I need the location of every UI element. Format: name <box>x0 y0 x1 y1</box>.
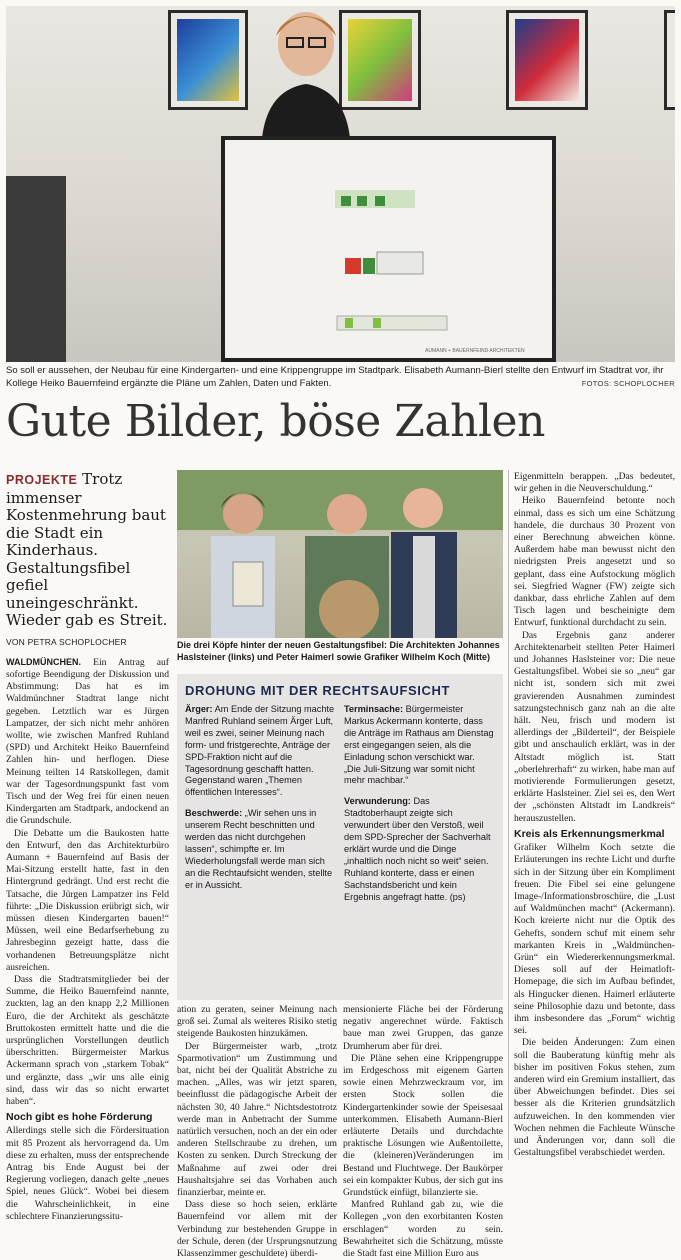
top-photo-caption <box>6 364 675 390</box>
info-box-left <box>185 704 335 901</box>
paragraph: Grafiker Wilhelm Koch setzte die Erläuterungen ins rechte Licht und durfte sich in der Sitzung über ein Kompliment freuen. Die Fibel sei eine gelungene Image-/Informationsbroschüre, die „Lust auf Waldmünchen macht“ (Ackermann). Koch kreierte nicht nur die Optik des Gehefts, sondern schuf mit einem sehr markanten Kreis in „Waldmünchen-Grün“ ein Wiedererkennungsmerkmal. Dieses soll auf der Heimatloft-Homepage, die sich im Aufbau befindet, als Hingucker dienen. Haimerl erläuterte seine Philosophie dazu und betonte, dass ihm insbesondere das „Forum“ wichtig sei. <box>514 842 675 1037</box>
photo-credit: FOTOS: SCHOPLOCHER <box>581 379 675 388</box>
info-box-right <box>344 704 494 913</box>
architecture-board <box>221 136 556 362</box>
paragraph: Die Pläne sehen eine Krippengruppe im Erdgeschoss mit eigenem Garten sowie einen Mehrzweckraum vor, im ersten Stock sollen die Kindergartenkinder sowie der Speisesaal unterkommen. Elisabeth Aumann-Bierl erläuterte Details und durchdachte praktische Lösungen wie Außentoilette, die (kleineren)Veränderungen im Bestand und Fluchtwege. Der Baukörper sei ein kompakter Kubus, der sich gut ins Grundstück einfügt, bilanzierte sie. <box>343 1052 503 1199</box>
middle-photo-caption: Die drei Köpfe hinter der neuen Gestaltungsfibel: Die Architekten Johannes Haslsteiner (links) und Peter Haimerl sowie Grafiker Wilhelm Koch (Mitte) <box>177 640 500 662</box>
subhead: Kreis als Erkennungsmerkmal <box>514 827 665 840</box>
column-2 <box>177 1004 337 1260</box>
paragraph: Dass diese so hoch seien, erklärte Bauernfeind vor allem mit der Verbindung zur bestehenden Gruppe in der Schule, deren (der Ursprungsnutzung Klassenzimmer geschuldete) überdi- <box>177 1199 337 1260</box>
headline: Gute Bilder, böse Zahlen <box>6 396 545 447</box>
column-3 <box>343 1004 503 1260</box>
info-item: Ärger: Am Ende der Sitzung machte Manfred Ruhland seinem Ärger Luft, weil es zwei, seiner Meinung nach form- und fristgerechte, Anträge der SPD-Fraktion nicht auf die Tagesordnung geschafft hatten. Gegenstand waren „Themen öffentlichen Interesses“. <box>185 704 335 798</box>
paragraph: Dass die Stadtratsmitglieder bei der Summe, die Heiko Bauernfeind nannte, zuckten, lag an den knapp 2,2 Millionen Euro, die der Architekt als geschätzte Bruttokosten ermittelt hatte und die die ursprünglichen Vorstellungen deutlich überschritten. Bürgermeister Markus Ackermann sprach von „starkem Tobak“ und ergänzte, dass „wir uns alle einig sind, dass wir das so nicht erwartet haben“. <box>6 973 169 1108</box>
lead-text: Trotz immenser Kostenmehrung baut die Stadt ein Kinderhaus. Gestaltungsfibel gefiel uneingeschränkt. Wieder gab es Streit. <box>6 470 168 629</box>
paragraph: WALDMÜNCHEN. Ein Antrag auf sofortige Beendigung der Diskussion und Abstimmung: Das hat es im Waldmünchner Stadtrat lange nicht gegeben. Letztlich war es Jürgen Lampatzer, der sich nicht mehr anhören wollte, wie zwischen Manfred Ruhland (SPD) und Architekt Heiko Bauernfeind Zahlen hin- und herflogen. Diese Meinung teilten 14 Ratskollegen, damit war der Tagesordnungspunkt fast vom Tisch und der Weg frei für einen neuen Kindergarten am Stadtpark, andockend an die Grundschule. <box>6 656 169 827</box>
middle-photo <box>177 470 503 638</box>
kicker: PROJEKTE <box>6 473 78 487</box>
paragraph: Der Bürgermeister warb, „trotz Sparmotivation“ um Zustimmung und bat, nicht bei der Qualität Abstriche zu machen. „Alles, was wir jetzt sparen, beeinflusst die pädagogische Arbeit der nächsten 30, 40 Jahre.“ Nichtsdestotrotz werde man in Anbetracht der Summe natürlich versuchen, noch an der ein oder anderen Stellschraube zu drehen, um Kosten zu senken. Durch Streckung der Maßnahme auf zwei oder drei Haushaltsjahre sei das Vorhaben auch finanzierbar, meinte er. <box>177 1040 337 1199</box>
presenter-figure <box>221 6 391 156</box>
column-1 <box>6 471 169 1223</box>
paragraph: Allerdings stelle sich die Fördersituation mit 85 Prozent als hervorragend da. Um diese zu erhalten, muss der entsprechende Antrag bis Ende August bei der Regierung vorliegen, danach gelte „neues Spiel, neues Glück“. Wobei bei diesem die Wahrscheinlichkeit, in eine schlechtere Finanzierungssitu- <box>6 1125 169 1222</box>
info-item: Terminsache: Bürgermeister Markus Ackermann konterte, dass die Anträge im Rathaus am Dienstag erst eingegangen seien, als die Einladung schon verschickt war. „Die Juli-Sitzung war somit nicht mehr machbar.“ <box>344 704 494 786</box>
info-box <box>177 674 503 1000</box>
subhead: Noch gibt es hohe Förderung <box>6 1111 153 1124</box>
paragraph: Die beiden Änderungen: Zum einen soll die Bauberatung künftig mehr als bisher im positiven Fokus stehen, zum anderen wird ein Gremium installiert, das über Abweichungen befindet. Dies sei besser als die Kriterien grundsätzlich aufzuweichen. In den kommenden vier Wochen nehmen die Fachleute Wünsche und Änderungen vor, dann soll die Gestaltungsfibel verabschiedet werden. <box>514 1037 675 1159</box>
shelf <box>6 176 66 362</box>
info-item: Verwunderung: Das Stadtoberhaupt zeigte sich verwundert über den Verstoß, weil dem SPD-Sprecher der Sachverhalt erklärt wurde und die Dinge „inhaltlich noch nicht so weit“ seien. Ruhland konterte, dass er einen Sachstandsbericht und kein Ergebnis angefragt hatte. (ps) <box>344 796 491 902</box>
paragraph: Das Ergebnis ganz anderer Architektenarbeit stellten Peter Haimerl und Johannes Haslsteiner vor: Die neue Gestaltungsfibel. Wobei sie so „neu“ gar nicht ist, sondern sich mit zwei gravierenden Ausnahmen zumindest satzungstechnisch ganz nah an die alte hält. Neu, frisch und modern ist allerdings der „Bilderteil“, der Beispiele gibt und anschaulich erklärt, was in der Altstadt möglich ist. Statt „oberlehrerhaft“ zu wirken, habe man auf motivierende Formulierungen gesetzt, erklärte Haslsteiner. Ziel sei es, den Wert der „schönsten Altstadt im Landkreis“ herauszustellen. <box>514 629 675 824</box>
column-divider <box>508 470 509 1160</box>
column-4 <box>514 471 675 1159</box>
info-item: Beschwerde: „Wir sehen uns in unserem Recht beschnitten und werden das nicht durchgehen lassen“, schimpfte er. Im Wiederholungsfall werde man sich an die Rechtaufsicht wenden, stellte er in Aussicht. <box>185 808 333 890</box>
paragraph: Eigenmitteln berappen. „Das bedeutet, wir gehen in die Neuverschuldung.“ <box>514 471 675 495</box>
paragraph: mensionierte Fläche bei der Förderung negativ angerechnet würde. Faktisch baue man zwei Gruppen, das ganze Drumherum aber für drei. <box>343 1004 503 1052</box>
board-label: AUMANN + BAUERNFEIND ARCHITEKTEN <box>425 348 525 354</box>
paragraph: ation zu geraten, seiner Meinung nach groß sei. Zumal als weiteres Risiko stetig steigende Baukosten hinzukämen. <box>177 1004 337 1040</box>
lead <box>6 471 169 630</box>
paragraph: Die Debatte um die Baukosten hatte den Entwurf, den das Architekturbüro Aumann + Bauernfeind auf Basis der Mai-Sitzung erstellt hatte, fast in den Hintergrund gedrängt. Und erst recht die Tatsache, die Jürgen Lampatzer ins Feld führte: „Die Diskussion erübrigt sich, wir müssen diesen Kindergarten bauen!“ Müssen, weil eine Bedarfserhebung zu Jahresbeginn gezeigt hatte, dass die vorhandenen Betreuungsplätze nicht ausreichen. <box>6 827 169 973</box>
caption-text: So soll er aussehen, der Neubau für eine Kindergarten- und eine Krippengruppe im Stadtpark. Elisabeth Aumann-Bierl stellte den Entwurf im Stadtrat vor, ihr Kollege Heiko Bauernfeind ergänzte die Pläne um Zahlen, Daten und Fakten. <box>6 365 664 389</box>
info-box-title: DROHUNG MIT DER RECHTSAUFSICHT <box>185 683 450 698</box>
top-photo <box>6 6 675 362</box>
paragraph: Manfred Ruhland gab zu, wie die Kollegen „von den exorbitanten Kosten erschlagen“ worden zu sein. Bewahrheitet sich die Schätzung, müsste die Stadt fast eine Million Euro aus <box>343 1199 503 1260</box>
dateline: WALDMÜNCHEN. <box>6 656 81 667</box>
byline: VON PETRA SCHOPLOCHER <box>6 636 127 647</box>
building-elevation-drawing <box>225 140 552 358</box>
painting-right <box>664 10 675 110</box>
three-men-photo <box>177 470 503 638</box>
paragraph: Heiko Bauernfeind betonte noch einmal, dass es sich um eine Schätzung handele, die durchaus 30 Prozent von einer Berechnung abweichen könne. Außerdem habe man bewusst nicht den niedrigsten Preis angesetzt und so geplant, dass eine Aufstockung möglich sei. Siegfried Wagner (FW) zeigte sich dankbar, dass ehrliche Zahlen auf dem Tisch lagen und bescheinigte dem Entwurf, funktional durchdacht zu sein. <box>514 495 675 629</box>
painting-red <box>506 10 588 110</box>
